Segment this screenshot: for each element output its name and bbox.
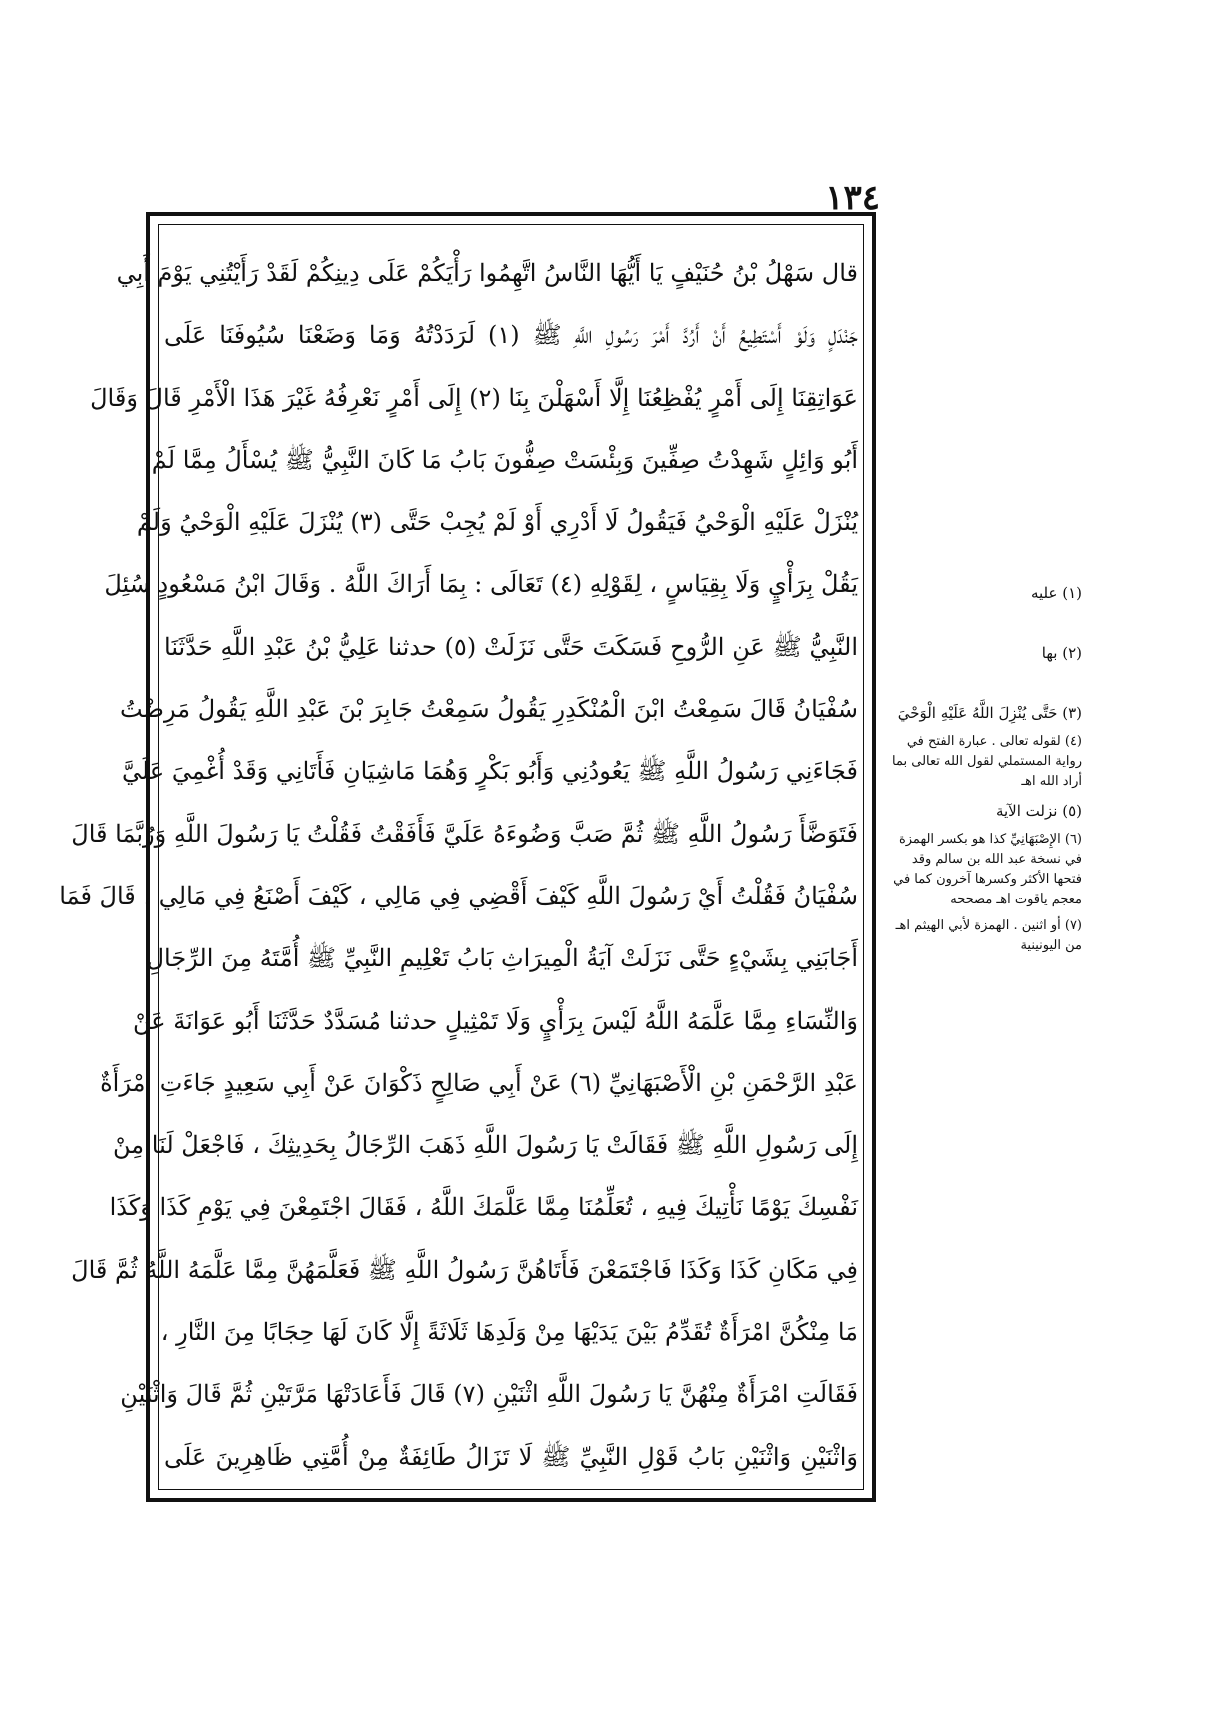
main-line: وَاثْنَيْنِ وَاثْنَيْنِ بَابُ قَوْلِ النَّبِيِّ ﷺ لَا تَزَالُ طَائِفَةٌ مِنْ أُمَّتِي ظَاهِرِينَ عَلَى bbox=[164, 1442, 858, 1471]
main-line: أَبُو وَائِلٍ شَهِدْتُ صِفِّينَ وَبِئْسَتْ صِفُّونَ بَابُ مَا كَانَ النَّبِيُّ ﷺ يُسْأَلُ مِمَّا لَمْ bbox=[151, 445, 858, 474]
margin-note bbox=[882, 580, 1082, 606]
note-label: (٧) bbox=[1064, 918, 1082, 933]
main-line: فَجَاءَنِي رَسُولُ اللَّهِ ﷺ يَعُودُنِي وَأَبُو بَكْرٍ وَهُمَا مَاشِيَانِ فَأَتَانِي وَقَدْ أُغْمِيَ عَلَيَّ bbox=[121, 757, 858, 786]
main-line: جَنْدَلٍ وَلَوْ أَسْتَطِيعُ أَنْ أَرُدَّ أَمْرَ رَسُولِ اللَّهِ ﷺ (١) لَرَدَدْتُهُ وَمَا وَضَعْنَا سُيُوفَنَا عَلَى bbox=[164, 321, 859, 350]
note-text: أو اثنين . الهمزة لأبي الهيثم اهـ من اليونينية bbox=[895, 918, 1082, 953]
margin-note bbox=[882, 640, 1082, 666]
main-line: مَا مِنْكُنَّ امْرَأَةٌ تُقَدِّمُ بَيْنَ يَدَيْهَا مِنْ وَلَدِهَا ثَلَاثَةً إِلَّا كَانَ لَهَا حِجَابًا مِنَ النَّارِ ، bbox=[160, 1318, 858, 1347]
page-number: ١٣٤ bbox=[825, 178, 880, 218]
note-text: الإِصْبَهَانِيِّ كذا هو بكسر الهمزة في نسخة عبد الله بن سالم وقد فتحها الأكثر وكسرها آخرون كما في معجم ياقوت اهـ مصححه bbox=[893, 832, 1082, 907]
margin-note bbox=[882, 916, 1082, 956]
main-line: قال سَهْلُ بْنُ حُنَيْفٍ يَا أَيُّهَا النَّاسُ اتَّهِمُوا رَأْيَكُمْ عَلَى دِينِكُمْ لَقَدْ رَأَيْتُنِي يَوْمَ أَبِي bbox=[116, 259, 858, 287]
margin-note bbox=[882, 732, 1082, 792]
note-text: عليه bbox=[1030, 584, 1058, 602]
main-text bbox=[59, 242, 859, 1488]
note-text: حَتَّى يُنْزِلَ اللَّهُ عَلَيْهِ الْوَحْيَ bbox=[897, 704, 1058, 722]
note-label: (٤) bbox=[1064, 734, 1082, 749]
main-line: فَتَوَضَّأَ رَسُولُ اللَّهِ ﷺ ثُمَّ صَبَّ وَضُوءَهُ عَلَيَّ فَأَفَقْتُ فَقُلْتُ يَا رَسُولَ اللَّهِ وَرُبَّمَا قَالَ bbox=[71, 819, 858, 848]
main-line: فَقَالَتِ امْرَأَةٌ مِنْهُنَّ يَا رَسُولَ اللَّهِ اثْنَيْنِ (٧) قَالَ فَأَعَادَتْهَا مَرَّتَيْنِ ثُمَّ قَالَ وَاثْنَيْنِ bbox=[120, 1380, 858, 1409]
note-label: (١) bbox=[1062, 584, 1082, 602]
margin-note bbox=[882, 798, 1082, 824]
main-line: النَّبِيُّ ﷺ عَنِ الرُّوحِ فَسَكَتَ حَتَّى نَزَلَتْ (٥) حدثنا عَلِيُّ بْنُ عَبْدِ اللَّهِ حَدَّثَنَا bbox=[164, 632, 858, 661]
main-line: وَالنِّسَاءِ مِمَّا عَلَّمَهُ اللَّهُ لَيْسَ بِرَأْيٍ وَلَا تَمْثِيلٍ حدثنا مُسَدَّدٌ حَدَّثَنَا أَبُو عَوَانَةَ عَنْ bbox=[132, 1006, 858, 1035]
note-text: لقوله تعالى . عبارة الفتح في رواية المستملي لقول الله تعالى بما أراد الله اهـ bbox=[892, 734, 1082, 789]
main-line: عَوَاتِقِنَا إِلَى أَمْرٍ يُفْظِعُنَا إِلَّا أَسْهَلْنَ بِنَا (٢) إِلَى أَمْرٍ نَعْرِفُهُ غَيْرَ هَذَا الْأَمْرِ قَالَ وَقَالَ bbox=[90, 383, 858, 412]
note-text: بها bbox=[1041, 644, 1058, 662]
main-line: عَبْدِ الرَّحْمَنِ بْنِ الْأَصْبَهَانِيِّ (٦) عَنْ أَبِي صَالِحٍ ذَكْوَانَ عَنْ أَبِي سَعِيدٍ جَاءَتِ امْرَأَةٌ bbox=[100, 1068, 858, 1097]
main-line: أَجَابَنِي بِشَيْءٍ حَتَّى نَزَلَتْ آيَةُ الْمِيرَاثِ بَابُ تَعْلِيمِ النَّبِيِّ ﷺ أُمَّتَهُ مِنَ الرِّجَالِ bbox=[146, 944, 858, 973]
main-line: فِي مَكَانِ كَذَا وَكَذَا فَاجْتَمَعْنَ فَأَتَاهُنَّ رَسُولُ اللَّهِ ﷺ فَعَلَّمَهُنَّ مِمَّا عَلَّمَهُ اللَّهُ ثُمَّ قَالَ bbox=[71, 1255, 858, 1284]
main-line: نَفْسِكَ يَوْمًا نَأْتِيكَ فِيهِ ، تُعَلِّمُنَا مِمَّا عَلَّمَكَ اللَّهُ ، فَقَالَ اجْتَمِعْنَ فِي يَوْمِ كَذَا وَكَذَا bbox=[109, 1193, 858, 1222]
margin-note bbox=[882, 700, 1082, 726]
note-label: (٦) bbox=[1064, 832, 1082, 847]
note-label: (٣) bbox=[1062, 704, 1082, 722]
margin-note bbox=[882, 830, 1082, 910]
text-frame bbox=[59, 212, 876, 1502]
main-line: يَقُلْ بِرَأْيٍ وَلَا بِقِيَاسٍ ، لِقَوْلِهِ (٤) تَعَالَى : بِمَا أَرَاكَ اللَّهُ . وَقَالَ ابْنُ مَسْعُودٍ سُئِلَ bbox=[104, 570, 858, 599]
note-label: (٥) bbox=[1062, 802, 1082, 820]
main-line: يُنْزَلْ عَلَيْهِ الْوَحْيُ فَيَقُولُ لَا أَدْرِي أَوْ لَمْ يُجِبْ حَتَّى (٣) يُنْزَلَ عَلَيْهِ الْوَحْيُ وَلَمْ bbox=[136, 508, 858, 537]
margin-notes bbox=[882, 580, 1082, 962]
main-line: إِلَى رَسُولِ اللَّهِ ﷺ فَقَالَتْ يَا رَسُولَ اللَّهِ ذَهَبَ الرِّجَالُ بِحَدِيثِكَ ، فَاجْعَلْ لَنَا مِنْ bbox=[113, 1131, 858, 1160]
main-line: سُفْيَانُ فَقُلْتُ أَيْ رَسُولَ اللَّهِ كَيْفَ أَقْضِي فِي مَالِي ، كَيْفَ أَصْنَعُ فِي مَالِي ، قَالَ فَمَا bbox=[59, 881, 858, 910]
note-text: نزلت الآية bbox=[995, 802, 1058, 820]
main-line: سُفْيَانُ قَالَ سَمِعْتُ ابْنَ الْمُنْكَدِرِ يَقُولُ سَمِعْتُ جَابِرَ بْنَ عَبْدِ اللَّهِ يَقُولُ مَرِضْتُ bbox=[120, 695, 858, 724]
note-label: (٢) bbox=[1062, 644, 1082, 662]
